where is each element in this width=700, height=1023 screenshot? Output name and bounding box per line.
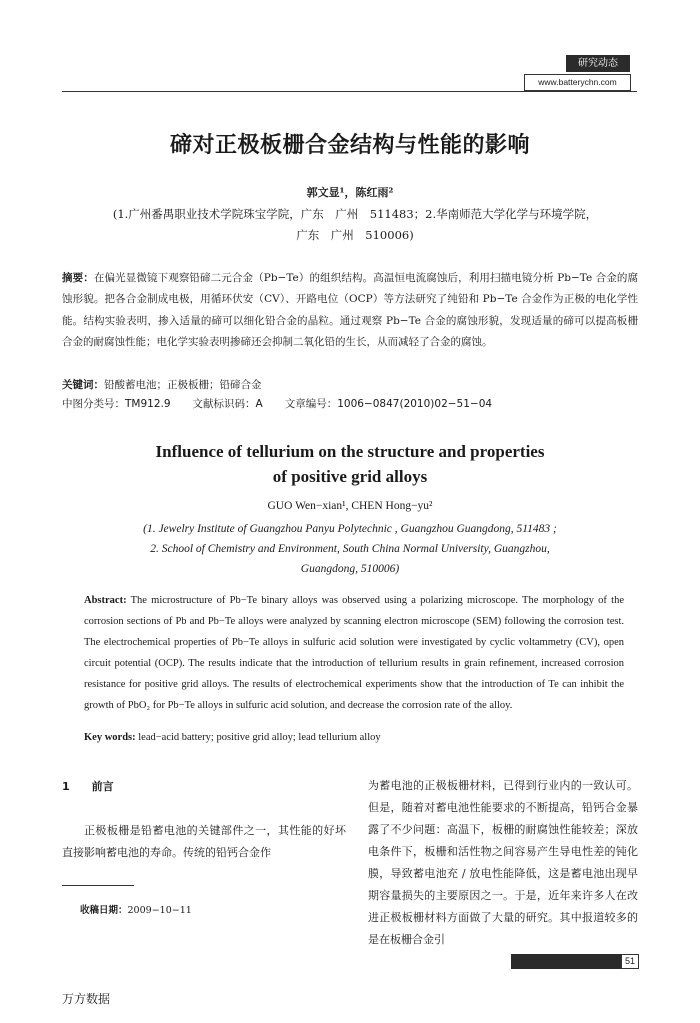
section-heading [62, 778, 136, 794]
section-tag: 研究动态 [566, 55, 630, 72]
affiliation-english-line3: Guangdong, 510006) [300, 563, 400, 575]
abstract-english-text: The microstructure of Pb−Te binary alloys was observed using a polarizing microscope. The morphology of the corrosion sections of Pb and Pb−Te alloys were analyzed by scanning electron microscope (SEM) following the corrosion test. The electrochemical properties of Pb−Te alloys in sulfuric acid solution were investigated by cyclic voltammetry (CV), open circuit potential (OCP). The results indicate that the introduction of tellurium results in grain refinement, increased corrosion resistance for positive grid alloys. The results of electrochemical experiments show that the introduction of Te can inhibit the growth of PbO₂ for Pb−Te alloys in sulfuric acid solution, and decrease the corrosion rate of the alloy. [84, 595, 624, 711]
footer-banner [511, 954, 621, 969]
keywords-english-label: Key words: [84, 732, 136, 743]
header-divider [62, 91, 637, 92]
body-text-left-column: 正极板栅是铅蓄电池的关键部件之一，其性能的好坏直接影响蓄电池的寿命。传统的铅钙合金作 [62, 824, 346, 859]
footnote-divider [62, 885, 134, 886]
keywords-english-text: lead−acid battery; positive grid alloy; lead tellurium alloy [135, 732, 381, 743]
affiliation-chinese-line2: 广东 广州 510006) [296, 228, 414, 242]
received-date-footnote [80, 902, 192, 916]
document-code: 文献标识码：A [192, 398, 263, 410]
page-number: 51 [621, 954, 639, 969]
authors-chinese: 郭文显¹，陈红雨² [306, 186, 394, 199]
body-text-right-column: 为蓄电池的正极板栅材料，已得到行业内的一致认可。但是，随着对蓄电池性能要求的不断提高，铅钙合金暴露了不少问题：高温下，板栅的耐腐蚀性能较差；深放电条件下，板栅和活性物之间容易产生导电性差的钝化膜，导致蓄电池充 / 放电性能降低，这是蓄电池出现早期容量损失的主要原因之一。于是，近年来许多人在改进正极板栅材料方面做了大量的研究。其中报道较多的是在板栅合金引 [368, 779, 638, 946]
title-chinese: 碲对正极板栅合金结构与性能的影响 [169, 133, 530, 158]
abstract-chinese [62, 268, 638, 354]
abstract-english [84, 591, 624, 716]
abstract-english-label: Abstract: [84, 595, 127, 606]
article-number: 文章编号：1006−0847(2010)02−51−04 [284, 398, 493, 410]
affiliation-english [100, 519, 600, 579]
received-date-label: 收稿日期： [80, 905, 128, 916]
abstract-chinese-text: 在偏光显微镜下观察铅碲二元合金（Pb−Te）的组织结构。高温恒电流腐蚀后，利用扫描电镜分析 Pb−Te 合金的腐蚀形貌。把各合金制成电极，用循环伏安（CV）、开路电位（OCP）等方法研究了纯铅和 Pb−Te 合金作为正极的电化学性能。结构实验表明，掺入适量的碲可以细化铅合金的晶粒。通过观察 Pb−Te 合金的腐蚀形貌，发现适量的碲可以提高板栅合金的耐腐蚀性能；电化学实验表明掺碲还会抑制二氧化铅的生长，从而减轻了合金的腐蚀。 [62, 272, 638, 349]
wanfang-watermark: 万方数据 [62, 992, 111, 1006]
title-english [0, 439, 700, 489]
journal-url: www.batterychn.com [524, 74, 631, 91]
classification-line [62, 394, 514, 414]
section-number: 1 [62, 780, 70, 793]
title-english-line2: of positive grid alloys [272, 467, 428, 486]
keywords-chinese-text: 铅酸蓄电池；正极板栅；铅碲合金 [104, 379, 262, 391]
authors-english: GUO Wen−xian¹, CHEN Hong−yu² [267, 500, 433, 512]
received-date-value: 2009−10−11 [127, 905, 192, 916]
section-title: 前言 [91, 780, 114, 793]
keywords-chinese [62, 375, 262, 395]
affiliation-english-line2: 2. School of Chemistry and Environment, South China Normal University, Guangzhou, [150, 543, 550, 555]
affiliation-english-line1: (1. Jewelry Institute of Guangzhou Panyu Polytechnic , Guangzhou Guangdong, 511483 ; [143, 523, 557, 535]
affiliation-chinese [80, 204, 630, 246]
title-english-line1: Influence of tellurium on the structure and properties [155, 442, 545, 461]
affiliation-chinese-line1: (1.广州番禺职业技术学院珠宝学院，广东 广州 511483；2.华南师范大学化学与环境学院， [112, 207, 598, 221]
abstract-chinese-label: 摘要： [62, 272, 94, 284]
clc-number: 中图分类号：TM912.9 [62, 398, 171, 410]
keywords-english [84, 732, 381, 743]
keywords-chinese-label: 关键词： [62, 379, 104, 391]
